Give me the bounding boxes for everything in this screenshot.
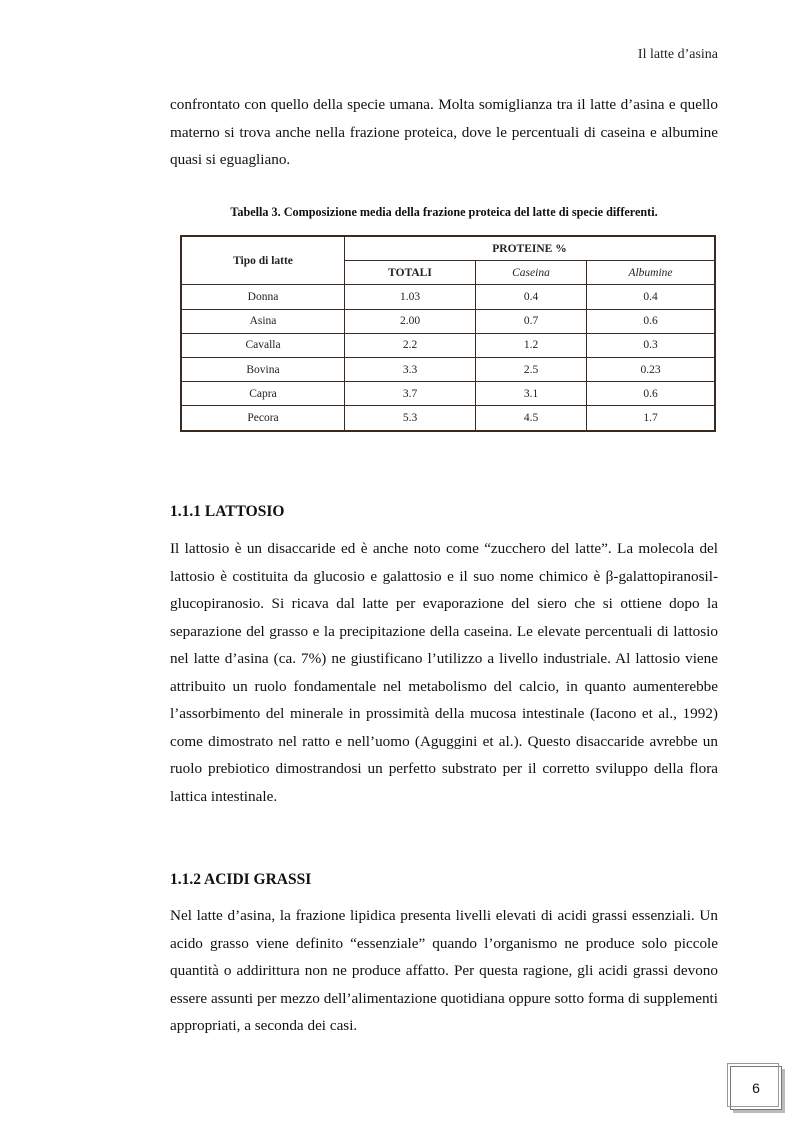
paragraph-lattosio: Il lattosio è un disaccaride ed è anche noto come “zucchero del latte”. La molecola del lattosio è costituita da glucosio e galattosio e il suo nome chimico è β-galattopiranosil-glucopiranosio. Si ricava dal latte per evaporazione del siero che si ottiene dopo la separazione del grasso e la precipitazione della caseina. Le elevate percentuali di lattosio nel latte d’asina (ca. 7%) ne giustificano l’utilizzo a livello industriale. Al lattosio viene attribuito un ruolo fondamentale nel metabolismo del calcio, in quanto aumenterebbe l’assorbimento del minerale in prossimità della mucosa intestinale (Iacono et al., 1992) come dimostrato nel ratto e nell’uomo (Aguggini et al.). Questo disaccaride avrebbe un ruolo prebiotico dimostrandosi un perfetto substrato per il corretto sviluppo della flora lattica intestinale. [170,540,718,805]
cell-albumine: 0.23 [587,357,716,381]
cell-albumine: 0.6 [587,309,716,333]
cell-type: Bovina [181,357,345,381]
table-row [181,309,715,333]
cell-albumine: 0.4 [587,285,716,309]
cell-totali: 1.03 [345,285,476,309]
table-row [181,382,715,406]
running-header: Il latte d’asina [637,47,718,62]
cell-albumine: 1.7 [587,406,716,431]
cell-totali: 2.00 [345,309,476,333]
protein-table [180,235,716,432]
page-number: 6 [752,1080,760,1096]
cell-caseina: 1.2 [476,333,587,357]
cell-caseina: 0.7 [476,309,587,333]
cell-caseina: 0.4 [476,285,587,309]
cell-type: Cavalla [181,333,345,357]
paragraph-acidi-grassi: Nel latte d’asina, la frazione lipidica presenta livelli elevati di acidi grassi essenziali. Un acido grasso viene definito “essenziale” quando l’organismo ne produce solo piccole quantità o addirittura non ne produce affatto. Per questa ragione, gli acidi grassi devono essere assunti per mezzo dell’alimentazione quotidiana oppure sotto forma di supplementi appropriati, a seconda dei casi. [170,907,718,1034]
cell-totali: 2.2 [345,333,476,357]
cell-totali: 3.7 [345,382,476,406]
col-header-group: PROTEINE % [345,236,716,261]
subheader-caseina: Caseina [476,261,587,285]
cell-totali: 3.3 [345,357,476,381]
cell-caseina: 2.5 [476,357,587,381]
cell-type: Pecora [181,406,345,431]
page-number-box [730,1066,782,1110]
cell-caseina: 4.5 [476,406,587,431]
col-header-type: Tipo di latte [181,236,345,285]
table-caption: Tabella 3. Composizione media della frazione proteica del latte di specie differenti. [230,205,658,219]
table-row [181,357,715,381]
cell-albumine: 0.6 [587,382,716,406]
cell-type: Asina [181,309,345,333]
heading-acidi-grassi: 1.1.2 ACIDI GRASSI [170,871,312,888]
subheader-albumine: Albumine [587,261,716,285]
cell-albumine: 0.3 [587,333,716,357]
cell-type: Donna [181,285,345,309]
cell-totali: 5.3 [345,406,476,431]
intro-paragraph: confrontato con quello della specie umana. Molta somiglianza tra il latte d’asina e quello materno si trova anche nella frazione proteica, dove le percentuali di caseina e albumine quasi si eguagliano. [170,96,718,168]
heading-lattosio: 1.1.1 LATTOSIO [170,503,285,520]
subheader-totali: TOTALI [345,261,476,285]
cell-type: Capra [181,382,345,406]
table-row [181,285,715,309]
table-row [181,333,715,357]
table-header-row [181,236,715,261]
table-row [181,406,715,431]
cell-caseina: 3.1 [476,382,587,406]
